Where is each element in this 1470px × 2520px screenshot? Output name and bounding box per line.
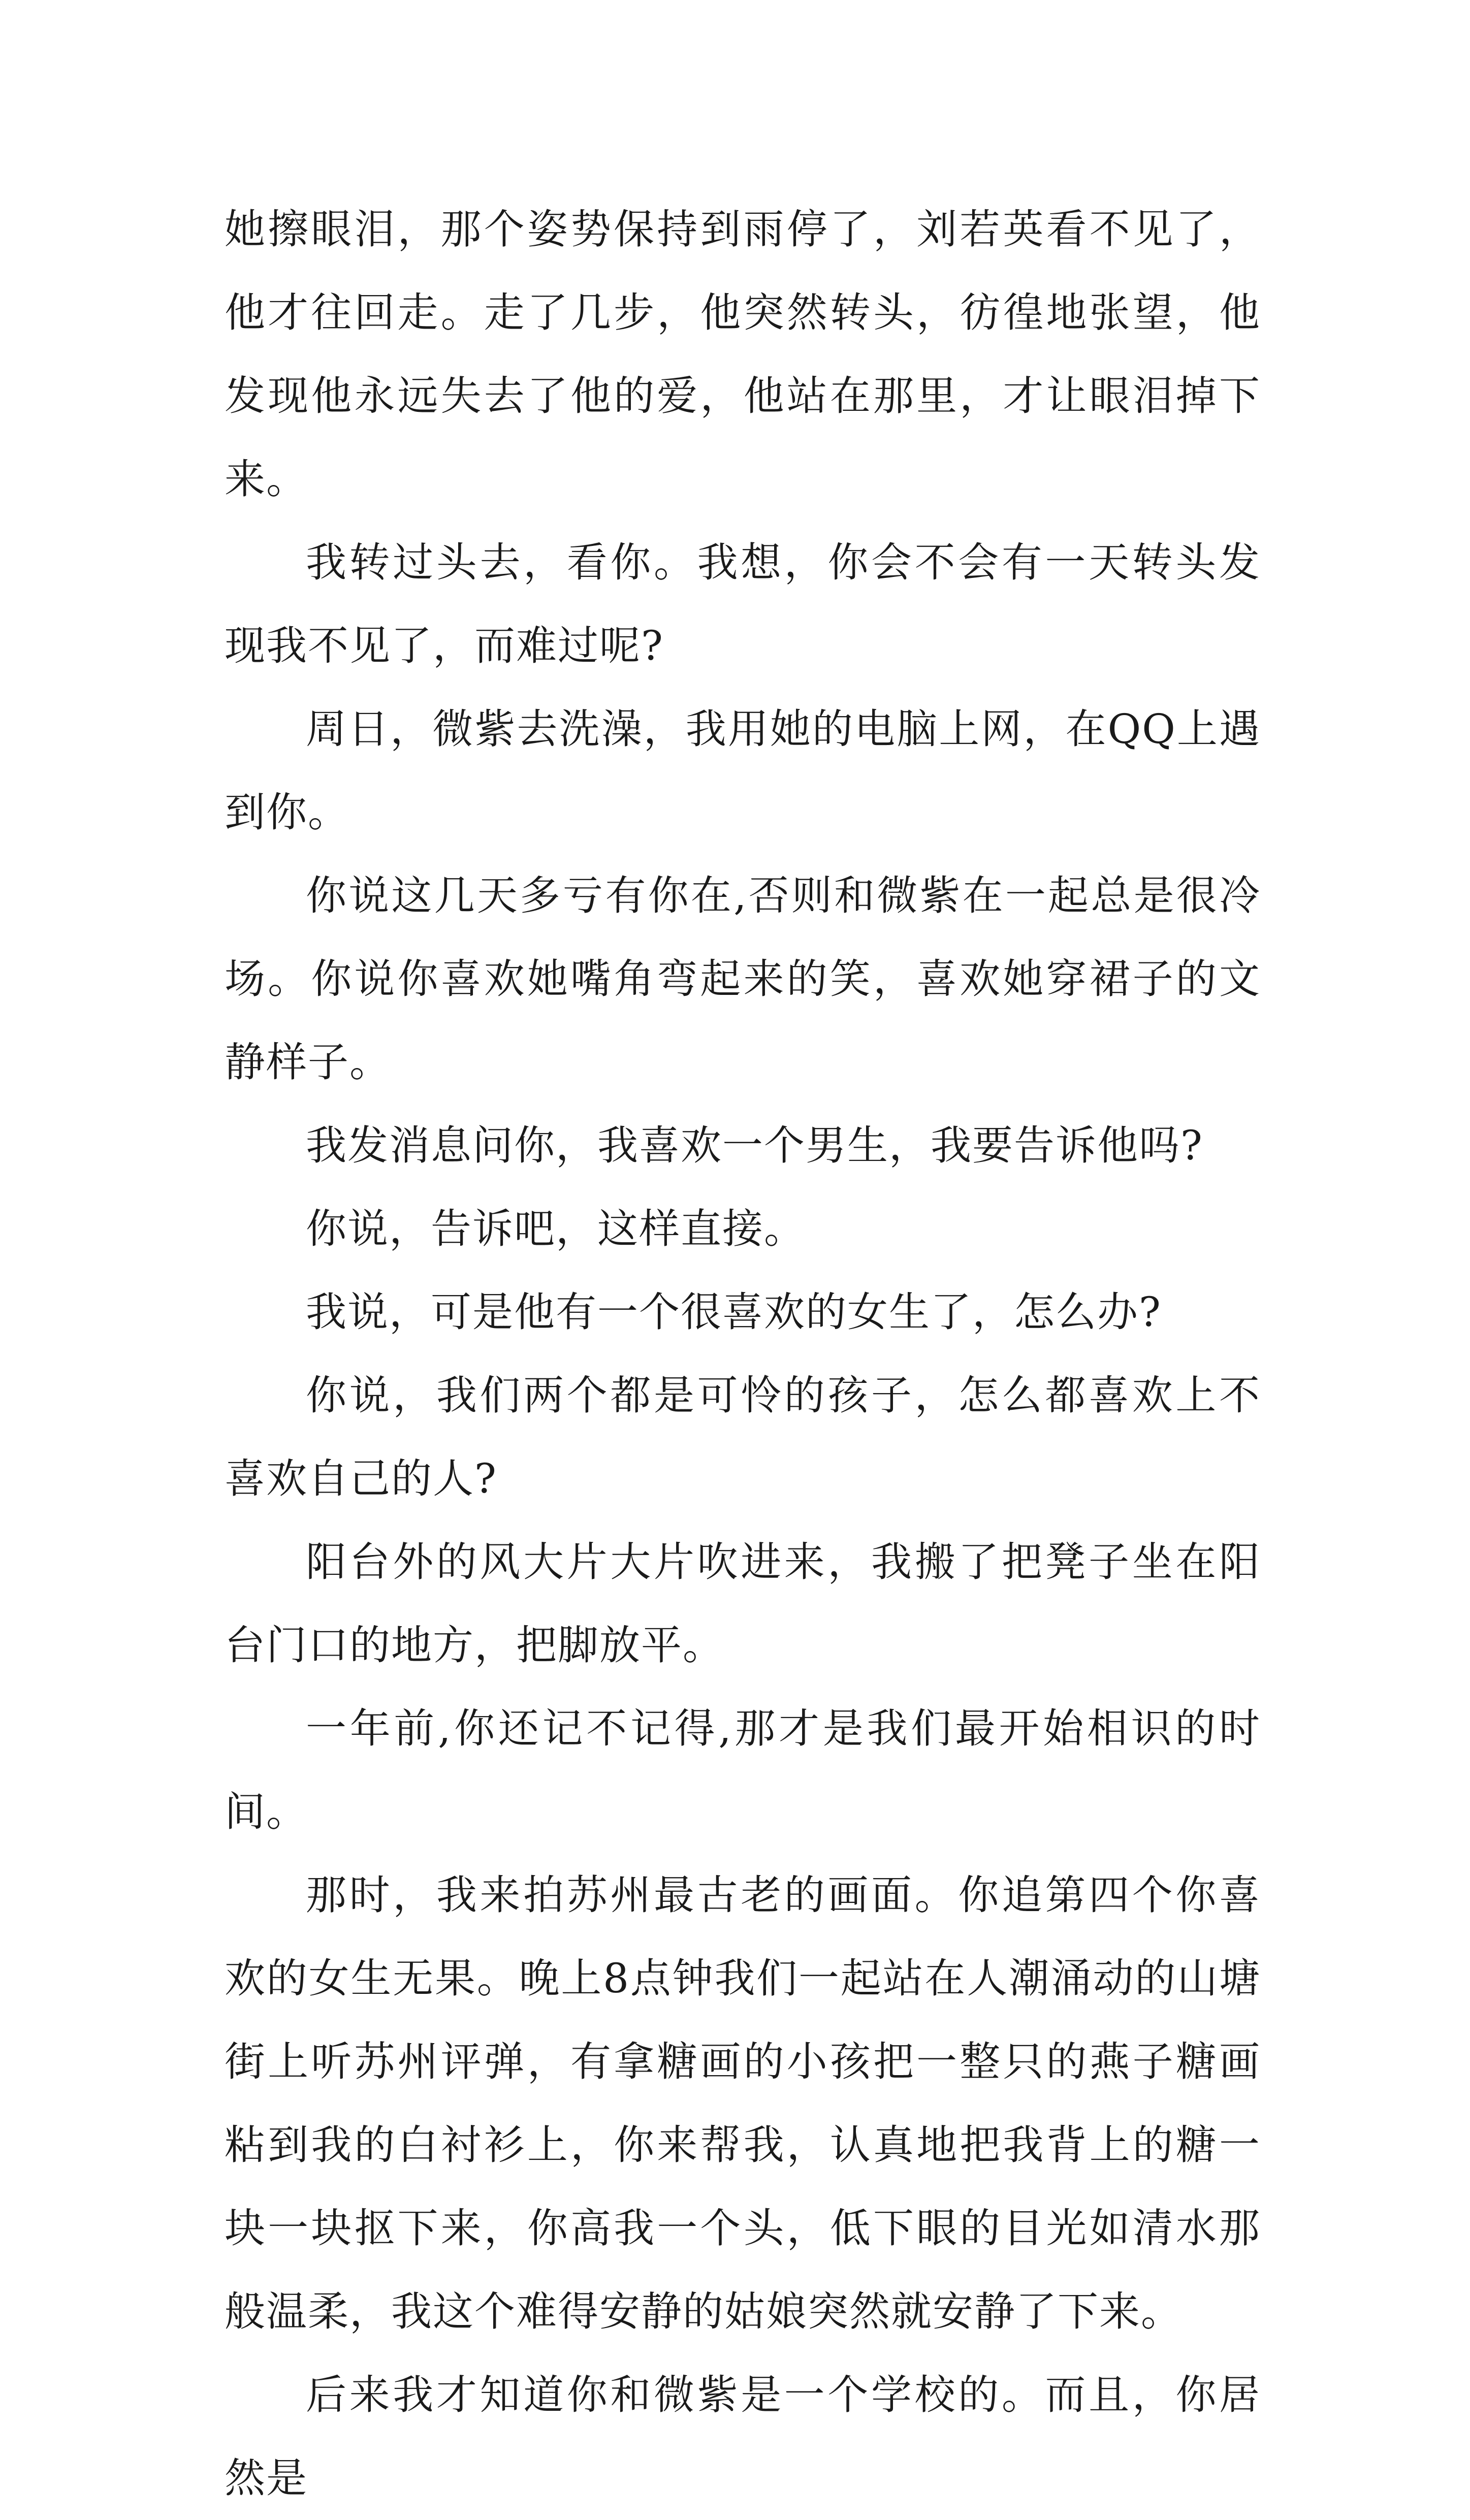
paragraph: 你说，我们两个都是可怜的孩子，怎么都喜欢上不喜欢自己的人? bbox=[225, 1372, 1261, 1502]
paragraph: 你说这几天多亏有你在,否则和微紫在一起总是很冷场。你说你喜欢她嘴角弯起来的笑，喜欢她穿裙子的文静样子。 bbox=[225, 872, 1261, 1086]
paragraph: 一年前,你还记不记得,那才是我们最开始相识的时间。 bbox=[225, 1705, 1261, 1835]
paragraph: 后来我才知道你和微紫是一个学校的。而且，你居然是 bbox=[225, 2371, 1261, 2502]
paragraph: 阳台外的风大片大片吹进来，我搬了把凳子坐在阳台门口的地方，把脚放平。 bbox=[225, 1538, 1261, 1669]
paragraph: 她擦眼泪，那个姿势保持到雨停了，刘若英看不见了，他才往回走。走了几步，他突然转头，彷徨地张望，他发现他永远失去了他的爱，他站在那里，才让眼泪掉下来。 bbox=[225, 206, 1261, 503]
paragraph: 你说，告诉吧，这样直接。 bbox=[306, 1205, 806, 1252]
paragraph: 我说，可是他有一个很喜欢的女生了，怎么办? bbox=[306, 1288, 1162, 1336]
paragraph: 我发消息问你，我喜欢一个男生，我要告诉他吗? bbox=[306, 1122, 1203, 1169]
paragraph: 我转过头去，看你。我想，你会不会有一天转头发现我不见了，而难过呢? bbox=[225, 539, 1261, 669]
body-text bbox=[225, 188, 1261, 2520]
paragraph: 那时，我来拍苏州最古老的画面。你追第四个你喜欢的女生无果。晚上8点钟我们一起站在人潮涌动的山塘街上听苏州评弹，有拿糖画的小孩把一整只的燕子糖画粘到我的白衬衫上，你来帮我，认真地把我背上的糖一块一块抠下来，你高我一个头，低下眼的目光如清水那般温柔，我这个难得安静的姑娘突然就安静了下来。 bbox=[225, 1871, 1261, 2335]
paragraph: 周日，微紫去洗澡，我用她的电脑上网，在QQ上遇到你。 bbox=[225, 705, 1261, 836]
